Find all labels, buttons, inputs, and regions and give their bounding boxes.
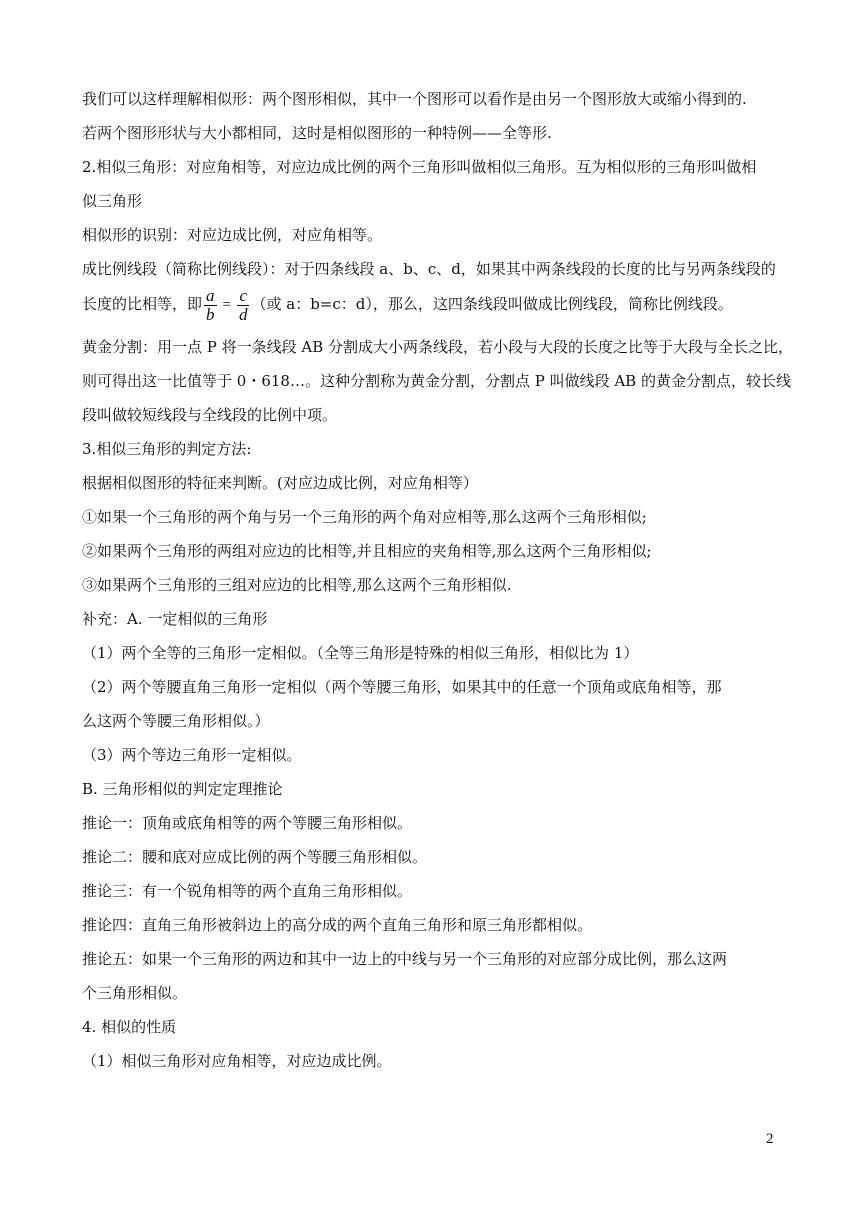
fraction-line-suffix: （或 a：b=c：d），那么，这四条线段叫做成比例线段，简称比例线段。 <box>251 295 733 313</box>
list-item: （2）两个等腰直角三角形一定相似（两个等腰三角形，如果其中的任意一个顶角或底角相等，那 <box>82 678 722 696</box>
list-item: ①如果一个三角形的两个角与另一个三角形的两个角对应相等,那么这两个三角形相似; <box>82 508 647 526</box>
fraction-a-over-b <box>204 287 217 324</box>
list-item: ③如果两个三角形的三组对应边的比相等,那么这两个三角形相似. <box>82 576 512 594</box>
text-line: 若两个图形形状与大小都相同，这时是相似图形的一种特例——全等形. <box>82 124 552 142</box>
text-line: 似三角形 <box>82 192 143 210</box>
corollary-line: 推论四：直角三角形被斜边上的高分成的两个直角三角形和原三角形都相似。 <box>82 916 593 934</box>
corollary-line: 推论三：有一个锐角相等的两个直角三角形相似。 <box>82 882 413 900</box>
fraction-c-over-d <box>237 287 250 324</box>
list-item: （1）相似三角形对应角相等，对应边成比例。 <box>82 1052 392 1070</box>
fraction-line-prefix: 长度的比相等，即 <box>82 295 203 313</box>
fraction-numerator: a <box>206 285 215 305</box>
text-line: 么这两个等腰三角形相似。） <box>82 712 270 730</box>
subsection-heading: 补充：A. 一定相似的三角形 <box>82 610 268 628</box>
corollary-line: 推论一：顶角或底角相等的两个等腰三角形相似。 <box>82 814 413 832</box>
text-line: 则可得出这一比值等于 0・618…。这种分割称为黄金分割，分割点 P 叫做线段 AB 的黄金分割点，较长线 <box>82 372 791 390</box>
section-heading: 3.相似三角形的判定方法: <box>82 440 252 458</box>
list-item: （1）两个全等的三角形一定相似。（全等三角形是特殊的相似三角形，相似比为 1） <box>82 644 639 662</box>
text-line: 根据相似图形的特征来判断。(对应边成比例，对应角相等） <box>82 474 478 492</box>
text-line: 黄金分割：用一点 P 将一条线段 AB 分割成大小两条线段，若小段与大段的长度之比等于大段与全长之比， <box>82 338 794 356</box>
text-line: 我们可以这样理解相似形：两个图形相似，其中一个图形可以看作是由另一个图形放大或缩小得到的. <box>82 90 747 108</box>
fraction-denominator: d <box>238 304 248 324</box>
text-line: 相似形的识别：对应边成比例，对应角相等。 <box>82 226 383 244</box>
fraction-denominator: b <box>206 304 215 324</box>
page-number: 2 <box>766 1131 774 1147</box>
subsection-heading: B. 三角形相似的判定定理推论 <box>82 780 283 798</box>
list-item: ②如果两个三角形的两组对应边的比相等,并且相应的夹角相等,那么这两个三角形相似; <box>82 542 652 560</box>
corollary-line: 推论二：腰和底对应成比例的两个等腰三角形相似。 <box>82 848 428 866</box>
corollary-line: 推论五：如果一个三角形的两边和其中一边上的中线与另一个三角形的对应部分成比例，那么这两 <box>82 950 728 968</box>
fraction-numerator: c <box>237 287 250 306</box>
text-line: 段叫做较短线段与全线段的比例中项。 <box>82 406 338 424</box>
proportion-definition-line <box>82 284 782 328</box>
section-heading: 4. 相似的性质 <box>82 1018 177 1036</box>
equals-sign: = <box>222 297 231 313</box>
list-item: （3）两个等边三角形一定相似。 <box>82 746 302 764</box>
text-line: 成比例线段（简称比例线段）：对于四条线段 a、b、c、d，如果其中两条线段的长度的比与另两条线段的 <box>82 260 776 278</box>
text-line: 2.相似三角形：对应角相等，对应边成比例的两个三角形叫做相似三角形。互为相似形的三角形叫做相 <box>82 158 757 176</box>
text-line: 个三角形相似。 <box>82 984 188 1002</box>
